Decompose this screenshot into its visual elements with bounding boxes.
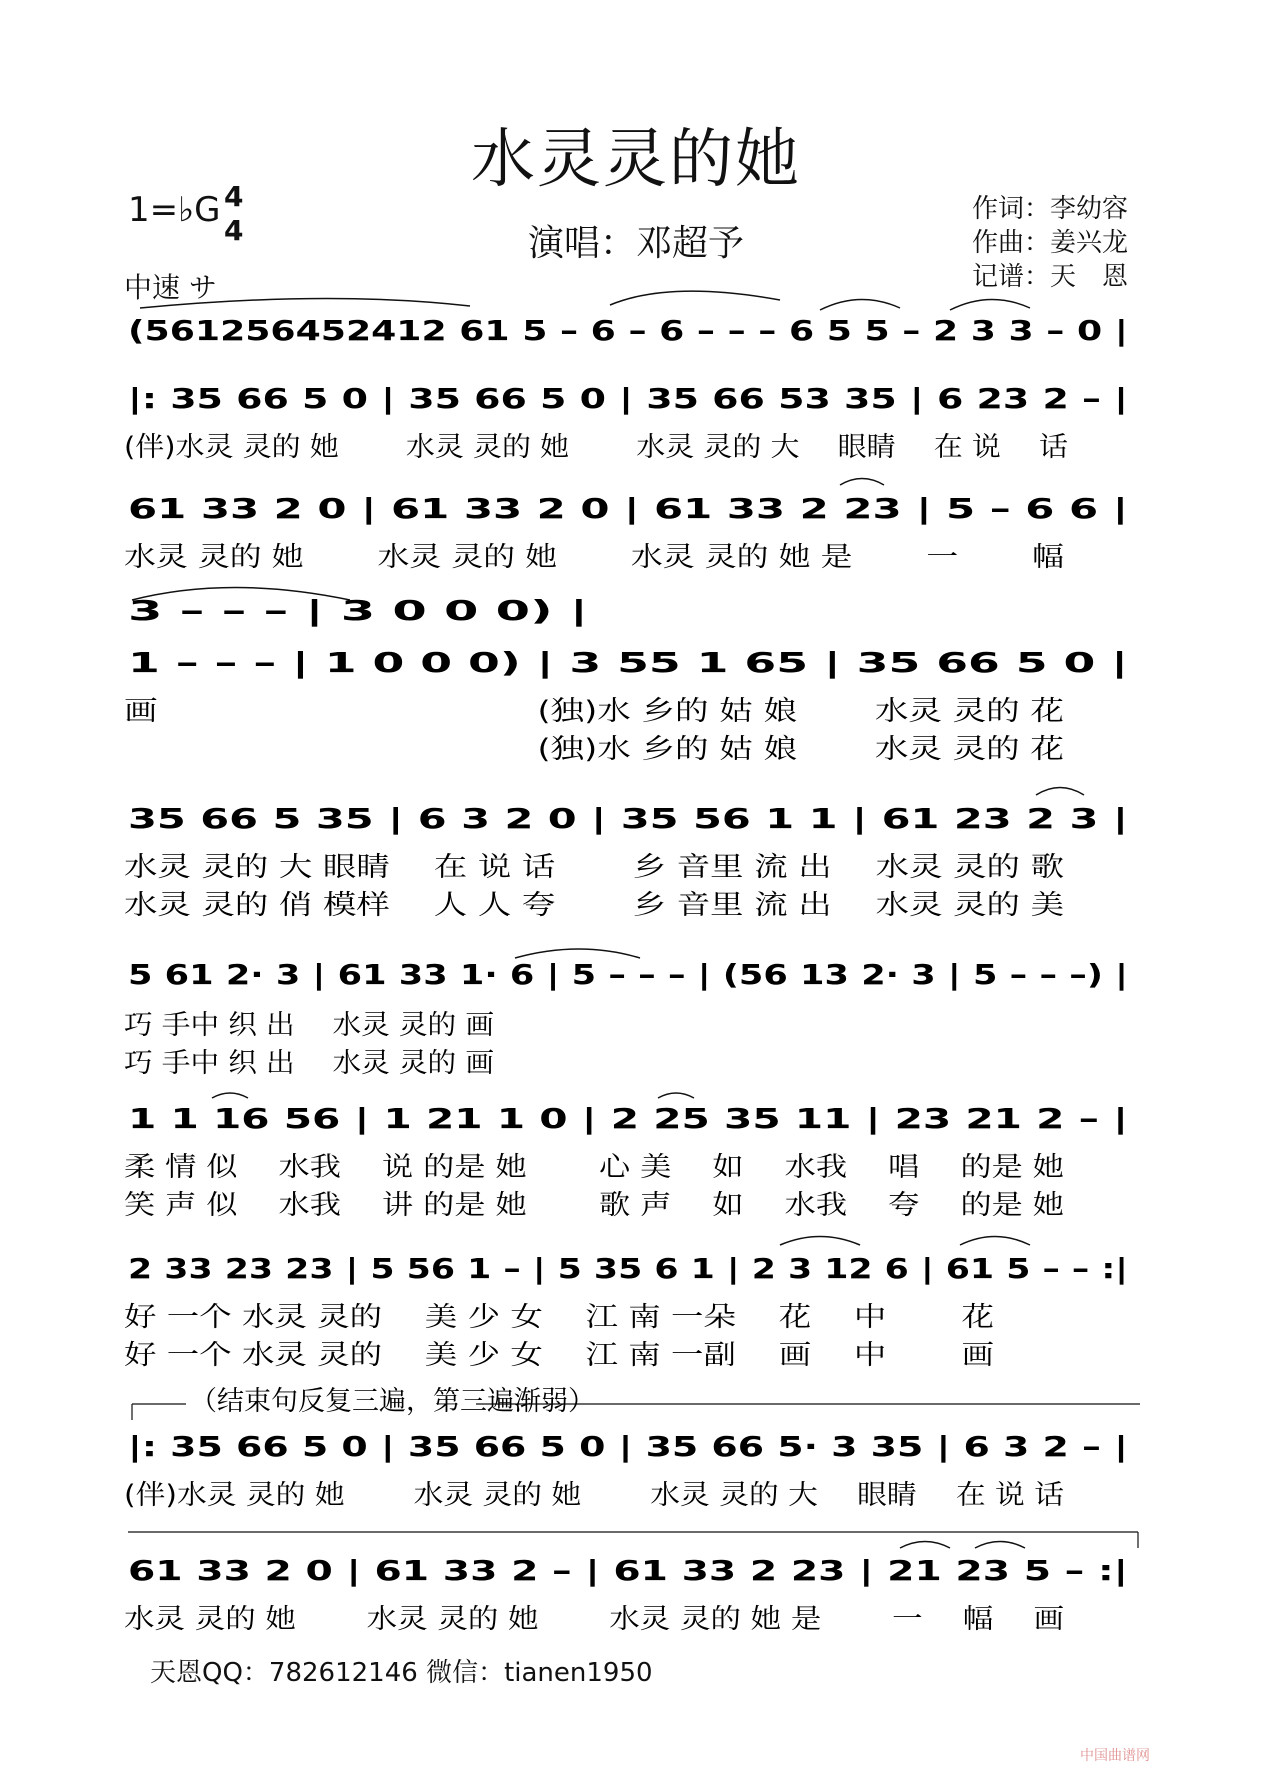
system-3-music: 61 33 2 0 | 61 33 2 0 | 61 33 2 23 | 5 – 6 6 | [128,492,1128,525]
slur [1036,788,1084,796]
system-10-lyrics-1: 水灵 灵的 她 水灵 灵的 她 水灵 灵的 她 是 一 幅 画 [124,1604,1064,1635]
slur [820,299,900,310]
system-8-lyrics-1: 好 一个 水灵 灵的 美 少 女 江 南 一朵 花 中 花 [124,1302,994,1333]
system-9-lyrics-1: (伴)水灵 灵的 她 水灵 灵的 她 水灵 灵的 大 眼睛 在 说 话 [124,1480,1064,1511]
system-9-music: |: 35 66 5 0 | 35 66 5 0 | 35 66 5· 3 35 | 6 3 2 – | [128,1430,1128,1463]
slur [960,1237,1030,1246]
system-6-lyrics-1: 巧 手中 织 出 水灵 灵的 画 [124,1010,494,1041]
system-10-music: 61 33 2 0 | 61 33 2 – | 61 33 2 23 | 21 23 5 – :| [128,1554,1128,1587]
key-signature: 1=♭G [128,190,221,230]
system-7-lyrics-2: 笑 声 似 水我 讲 的是 她 歌 声 如 水我 夸 的是 她 [124,1190,1064,1221]
slur [780,1237,860,1246]
system-6-music: 5 61 2· 3 | 61 33 1· 6 | 5 – – – | (56 13 2· 3 | 5 – – –) | [128,958,1128,991]
lyricist-credit: 作词：李幼容 [972,194,1129,224]
system-4-lyrics-2: (独)水 乡的 姑 娘 水灵 灵的 花 [124,734,1064,765]
system-8-lyrics-2: 好 一个 水灵 灵的 美 少 女 江 南 一副 画 中 画 [124,1340,994,1371]
system-2-music: |: 35 66 5 0 | 35 66 5 0 | 35 66 53 35 | 6 23 2 – | [128,382,1128,415]
repeat-note: （结束句反复三遍，第三遍渐弱） [190,1386,595,1417]
system-6-lyrics-2: 巧 手中 织 出 水灵 灵的 画 [124,1048,494,1079]
system-1-music: (561256452412 61 5 – 6 – 6 – – – 6 5 5 – 2 3 3 – 0 | [128,314,1128,347]
system-4-music-alt: 3 – – – | 3 0 0 0) | [128,594,588,627]
watermark: 中国曲谱网 [1080,1748,1150,1764]
slur [975,1542,1025,1549]
transcriber-credit: 记谱：天 恩 [972,262,1129,292]
system-5-music: 35 66 5 35 | 6 3 2 0 | 35 56 1 1 | 61 23 2 3 | [128,802,1128,835]
time-signature-top: 4 [224,180,244,213]
contact-footer: 天恩QQ：782612146 微信：tianen1950 [150,1658,653,1688]
slur [658,1093,694,1098]
time-signature-bottom: 4 [224,214,244,247]
system-3-lyrics-1: 水灵 灵的 她 水灵 灵的 她 水灵 灵的 她 是 一 幅 [124,542,1064,573]
slur [212,1093,248,1098]
slur [515,949,640,958]
song-title: 水灵灵的她 [471,123,801,197]
slur [610,291,780,305]
system-4-music: 1 – – – | 1 0 0 0) | 3 55 1 65 | 35 66 5 0 | [128,646,1128,679]
tempo-marking: 中速 サ [124,271,217,304]
singer-line: 演唱：邓超予 [527,223,744,264]
system-5-lyrics-1: 水灵 灵的 大 眼睛 在 说 话 乡 音里 流 出 水灵 灵的 歌 [124,852,1064,883]
composer-credit: 作曲：姜兴龙 [972,228,1129,258]
slur [140,298,470,308]
slur [900,1542,950,1549]
system-7-lyrics-1: 柔 情 似 水我 说 的是 她 心 美 如 水我 唱 的是 她 [124,1152,1064,1183]
system-2-lyrics-1: (伴)水灵 灵的 她 水灵 灵的 她 水灵 灵的 大 眼睛 在 说 话 [124,432,1068,463]
system-8-music: 2 33 23 23 | 5 56 1 – | 5 35 6 1 | 2 3 12 6 | 61 5 – – :| [128,1252,1128,1285]
system-4-lyrics-1: 画 (独)水 乡的 姑 娘 水灵 灵的 花 [124,696,1064,727]
system-5-lyrics-2: 水灵 灵的 俏 模样 人 人 夸 乡 音里 流 出 水灵 灵的 美 [124,890,1064,921]
system-7-music: 1 1 16 56 | 1 21 1 0 | 2 25 35 11 | 23 21 2 – | [128,1102,1128,1135]
slur [950,299,1030,310]
slur [840,479,884,486]
